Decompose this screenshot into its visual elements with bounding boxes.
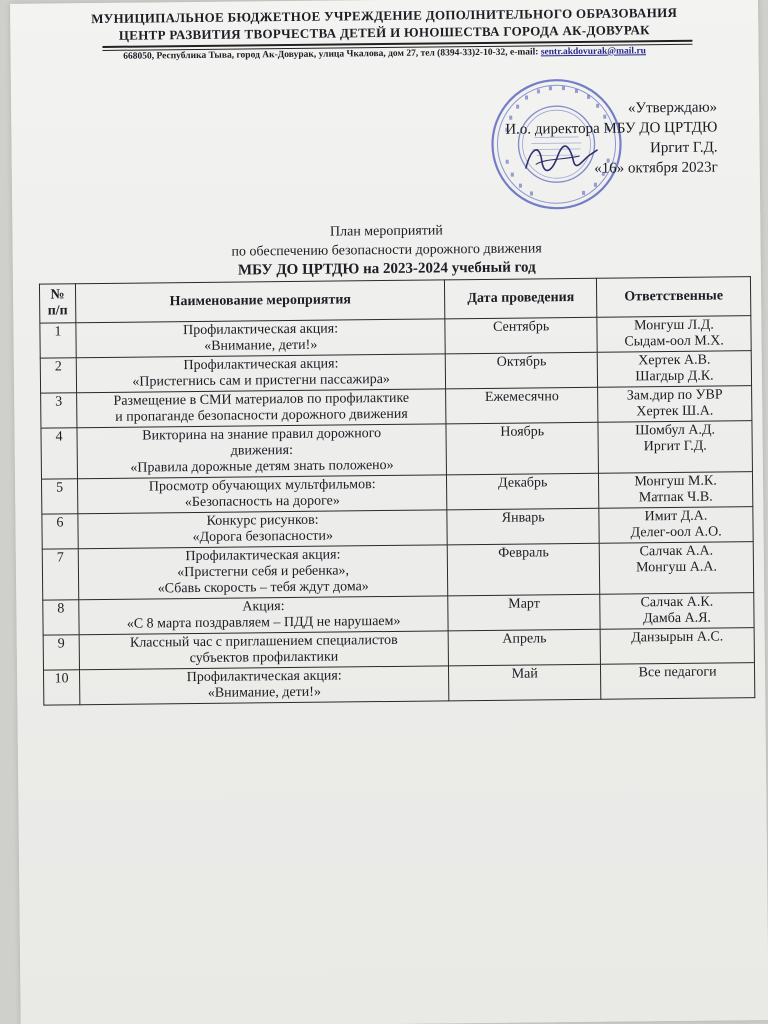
- cell-date: Ноябрь: [446, 422, 598, 475]
- cell-date: Сентябрь: [445, 317, 597, 354]
- cell-responsible: [597, 316, 751, 353]
- cell-num: 4: [41, 428, 77, 479]
- responsible-person: Монгуш М.К.: [634, 473, 717, 490]
- cell-event-name: [77, 475, 447, 514]
- responsible-person: Монгуш Л.Д.: [634, 317, 714, 334]
- cell-num: 10: [43, 670, 79, 705]
- event-name-line: «Безопасность на дороге»: [184, 493, 340, 511]
- approval-line2: И.о. директора МБУ ДО ЦРТДЮ: [505, 119, 718, 138]
- table-row: [43, 663, 754, 705]
- cell-responsible: [599, 472, 753, 509]
- cell-responsible: [599, 542, 753, 595]
- cell-date: Январь: [447, 508, 599, 545]
- title-line2: по обеспечению безопасности дорожного движения: [231, 241, 542, 260]
- cell-num: 6: [42, 514, 78, 549]
- event-name-line: Акция:: [242, 599, 285, 615]
- cell-num: 1: [40, 323, 76, 358]
- responsible-person: Зам.дир по УВР: [626, 387, 723, 404]
- cell-num: 9: [43, 635, 79, 670]
- responsible-person: Делег-оол А.О.: [630, 524, 722, 541]
- org-name-line1: МУНИЦИПАЛЬНОЕ БЮДЖЕТНОЕ УЧРЕЖДЕНИЕ ДОПОЛНИТЕЛЬНОГО ОБРАЗОВАНИЯ: [91, 4, 678, 27]
- responsible-person: Салчак А.К.: [640, 594, 714, 611]
- event-name-line: «Сбавь скорость – тебя ждут дома»: [157, 579, 369, 597]
- email-link[interactable]: sentr.akdovurak@mail.ru: [540, 46, 646, 58]
- event-name-line: Профилактическая акция:: [182, 321, 339, 339]
- cell-event-name: [77, 424, 447, 479]
- cell-date: Декабрь: [447, 473, 599, 510]
- event-name-line: Викторина на знание правил дорожного: [142, 426, 382, 444]
- event-name-line: «Дорога безопасности»: [192, 528, 334, 546]
- cell-responsible: [600, 593, 754, 630]
- event-name-line: и пропаганде безопасности дорожного движения: [115, 406, 408, 425]
- responsible-person: Шагдыр Д.К.: [635, 368, 714, 385]
- event-name-line: Конкурс рисунков:: [206, 512, 319, 529]
- event-name-line: «Пристегни себя и ребенка»,: [177, 563, 350, 581]
- cell-event-name: [77, 389, 447, 428]
- cell-event-name: [79, 666, 449, 705]
- responsible-person: Хертек А.В.: [638, 352, 711, 369]
- event-name-line: Профилактическая акция:: [185, 547, 341, 565]
- org-name-line2: ЦЕНТР РАЗВИТИЯ ТВОРЧЕСТВА ДЕТЕЙ И ЮНОШЕСТВА ГОРОДА АК-ДОВУРАК: [118, 22, 650, 43]
- table-row: [42, 542, 753, 600]
- cell-responsible: [598, 386, 752, 423]
- cell-responsible: [601, 663, 755, 700]
- responsible-person: Хертек Ш.А.: [636, 403, 714, 420]
- document-page: [10, 0, 768, 1024]
- cell-responsible: [598, 421, 752, 474]
- responsible-person: Матпак Ч.В.: [638, 489, 713, 506]
- header-num: № п/п: [39, 284, 75, 323]
- cell-date: Май: [449, 664, 601, 701]
- cell-event-name: [76, 319, 446, 358]
- event-name-line: «С 8 марта поздравляем – ПДД не нарушаем»: [126, 613, 401, 632]
- title-line1: План мероприятий: [329, 223, 443, 240]
- cell-date: Март: [448, 594, 600, 631]
- cell-date: Февраль: [448, 543, 600, 596]
- responsible-person: Дамба А.Я.: [643, 610, 712, 627]
- cell-date: Ежемесячно: [446, 387, 598, 424]
- address-text: 668050, Республика Тыва, город Ак-Довурак, улица Чкалова, дом 27, тел (8394-33)2-10-32, e-mail:: [123, 47, 539, 62]
- approval-line1: «Утверждаю»: [627, 99, 718, 117]
- cell-event-name: [79, 631, 449, 670]
- cell-event-name: [79, 596, 449, 635]
- cell-responsible: [597, 351, 751, 388]
- event-name-line: Размещение в СМИ материалов по профилактике: [113, 390, 410, 409]
- event-name-line: «Внимание, дети!»: [204, 337, 318, 354]
- cell-date: Октябрь: [446, 352, 598, 389]
- responsible-person: Иргит Г.Д.: [643, 438, 707, 455]
- event-name-line: Профилактическая акция:: [183, 356, 339, 374]
- events-table: [39, 276, 755, 705]
- event-name-line: Просмотр обучающих мультфильмов:: [148, 477, 376, 495]
- plan-title: [12, 218, 761, 283]
- responsible-person: Монгуш А.А.: [636, 559, 718, 576]
- event-name-line: «Правила дорожные детям знать положено»: [130, 457, 394, 476]
- header-date: Дата проведения: [445, 278, 597, 319]
- cell-num: 2: [40, 358, 76, 393]
- cell-responsible: [599, 507, 753, 544]
- event-name-line: «Внимание, дети!»: [207, 684, 321, 701]
- approval-line3: Иргит Г.Д.: [649, 139, 718, 157]
- responsible-person: Данзырын А.С.: [631, 629, 724, 646]
- cell-num: 8: [43, 600, 79, 635]
- table-row: [41, 421, 752, 479]
- cell-event-name: [78, 545, 448, 600]
- event-name-line: Профилактическая акция:: [186, 668, 342, 686]
- responsible-person: Сыдам-оол М.Х.: [624, 333, 724, 350]
- event-name-line: «Пристегнись сам и пристегни пассажира»: [132, 371, 390, 390]
- responsible-person: Все педагоги: [638, 664, 717, 681]
- signature-icon: [521, 138, 601, 179]
- event-name-line: движения:: [230, 442, 294, 459]
- event-name-line: Классный час с приглашением специалистов: [129, 632, 398, 651]
- title-line3: МБУ ДО ЦРТДЮ на 2023-2024 учебный год: [237, 259, 536, 279]
- cell-event-name: [76, 354, 446, 393]
- responsible-person: Имит Д.А.: [644, 508, 708, 525]
- cell-responsible: [600, 628, 754, 665]
- responsible-person: Салчак А.А.: [639, 543, 714, 560]
- cell-event-name: [78, 510, 448, 549]
- cell-num: 7: [42, 549, 78, 600]
- cell-date: Апрель: [448, 629, 600, 666]
- cell-num: 5: [41, 479, 77, 514]
- header-name: Наименование мероприятия: [75, 280, 445, 323]
- responsible-person: Шомбул А.Д.: [635, 422, 716, 439]
- header-responsible: Ответственные: [597, 277, 751, 318]
- event-name-line: субъектов профилактики: [189, 649, 339, 667]
- approval-date: «16» октября 2023г: [594, 159, 718, 177]
- cell-num: 3: [41, 393, 77, 428]
